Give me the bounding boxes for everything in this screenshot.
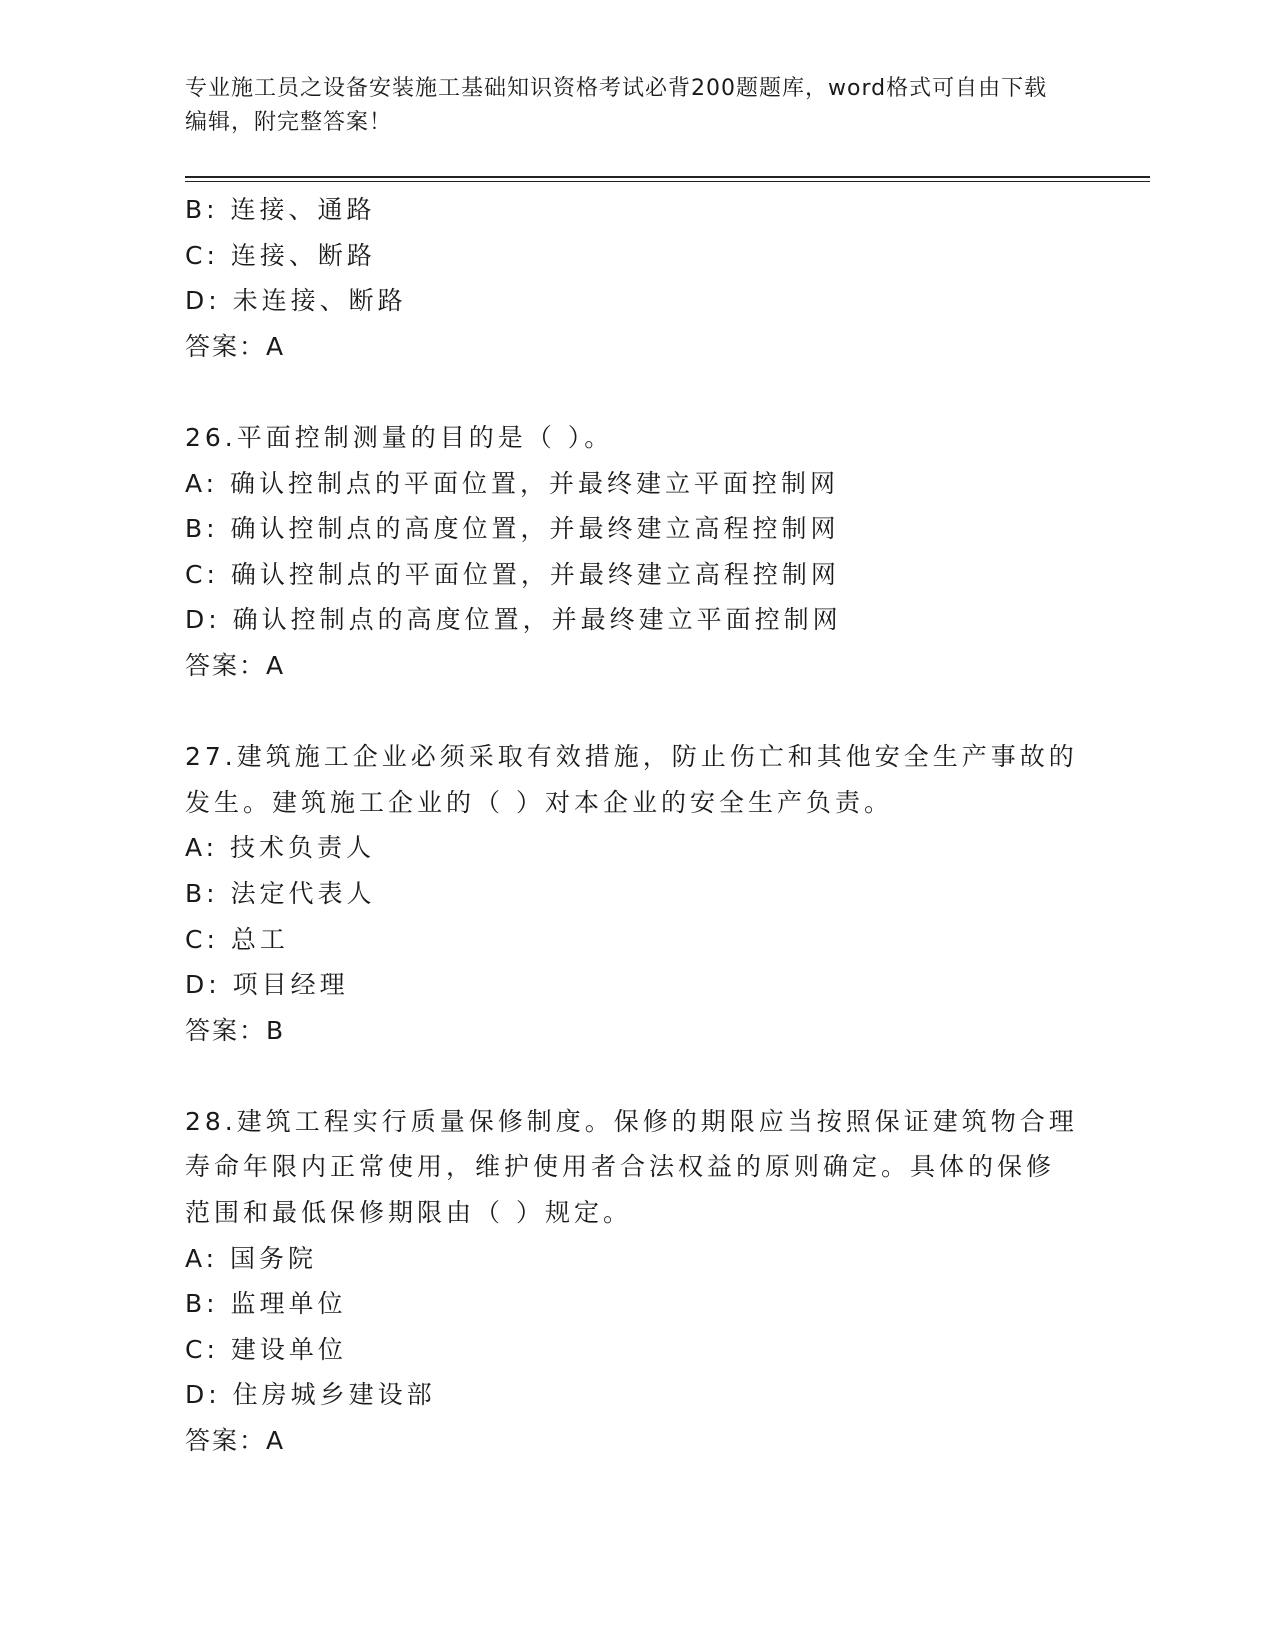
question-stem: 28.建筑工程实行质量保修制度。保修的期限应当按照保证建筑物合理 <box>185 1106 1078 1136</box>
answer-line: 答案：A <box>185 650 286 680</box>
option-c: C: 建设单位 <box>185 1334 347 1364</box>
spacer <box>185 1053 1085 1099</box>
option-b: B: 确认控制点的高度位置，并最终建立高程控制网 <box>185 514 840 544</box>
header-divider-thick <box>185 176 1150 178</box>
option-d: D: 未连接、断路 <box>185 286 407 316</box>
option-c: C: 确认控制点的平面位置，并最终建立高程控制网 <box>185 559 840 589</box>
option-a: A: 确认控制点的平面位置，并最终建立平面控制网 <box>185 468 840 498</box>
option-c: C: 总工 <box>185 924 289 954</box>
option-b: B: 监理单位 <box>185 1289 347 1319</box>
option-d: D: 项目经理 <box>185 970 349 1000</box>
question-fragment <box>185 187 1085 369</box>
option-a: A: 国务院 <box>185 1243 318 1273</box>
question-26 <box>185 415 1085 689</box>
spacer <box>185 689 1085 735</box>
option-c: C: 连接、断路 <box>185 240 376 270</box>
header-divider-thin <box>185 181 1150 182</box>
answer-line: 答案：A <box>185 331 286 361</box>
spacer <box>185 369 1085 415</box>
answer-line: 答案：B <box>185 1015 286 1045</box>
option-d: D: 住房城乡建设部 <box>185 1380 436 1410</box>
question-list <box>185 187 1085 1464</box>
question-stem: 27.建筑施工企业必须采取有效措施，防止伤亡和其他安全生产事故的 <box>185 742 1078 772</box>
question-stem: 范围和最低保修期限由（ ）规定。 <box>185 1198 632 1228</box>
document-header: 专业施工员之设备安装施工基础知识资格考试必背200题题库，word格式可自由下载编辑，附完整答案！ <box>185 76 1048 135</box>
question-stem: 26.平面控制测量的目的是（ ）。 <box>185 422 614 452</box>
option-b: B: 连接、通路 <box>185 195 376 224</box>
answer-line: 答案：A <box>185 1426 286 1456</box>
question-27 <box>185 734 1085 1053</box>
option-b: B: 法定代表人 <box>185 878 376 908</box>
option-d: D: 确认控制点的高度位置，并最终建立平面控制网 <box>185 605 842 635</box>
question-stem: 寿命年限内正常使用，维护使用者合法权益的原则确定。具体的保修 <box>185 1152 1056 1182</box>
question-stem: 发生。建筑施工企业的（ ）对本企业的安全生产负责。 <box>185 787 893 817</box>
question-28 <box>185 1099 1085 1464</box>
option-a: A: 技术负责人 <box>185 833 376 863</box>
